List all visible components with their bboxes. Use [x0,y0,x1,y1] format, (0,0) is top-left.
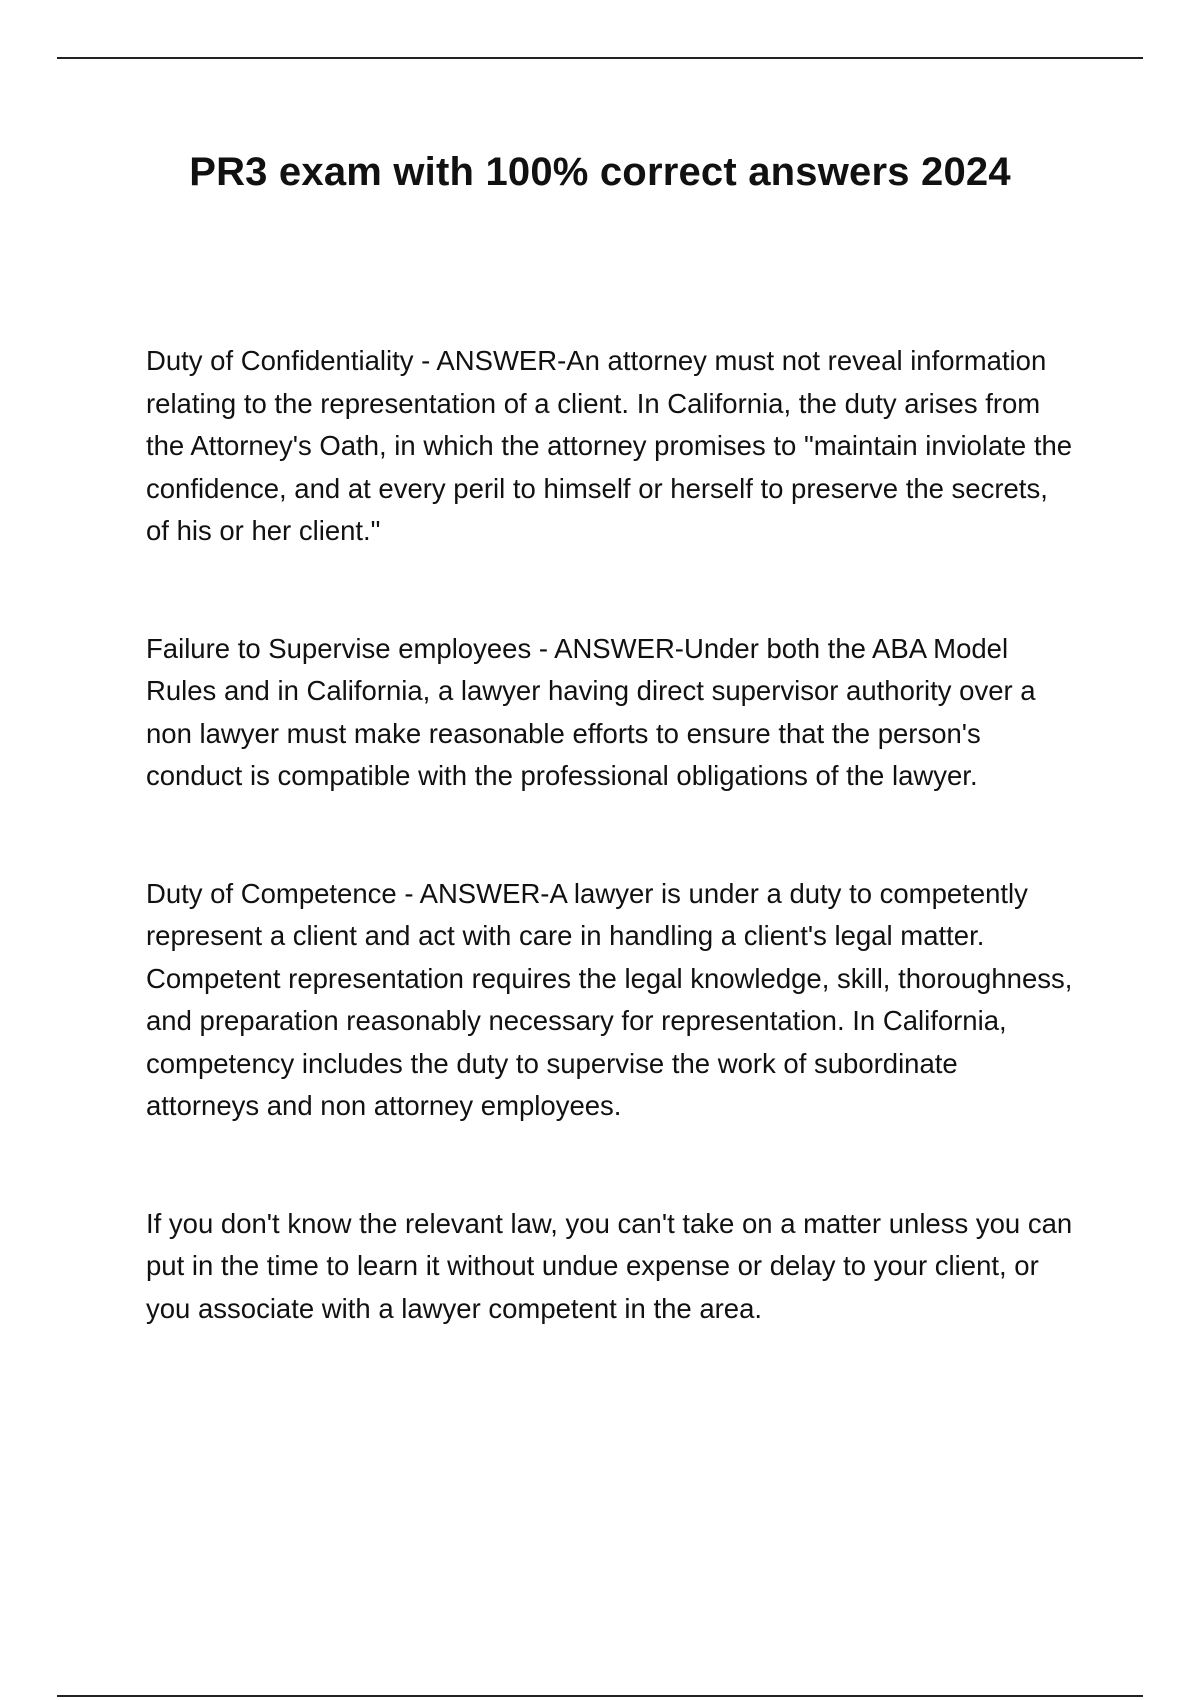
page-title: PR3 exam with 100% correct answers 2024 [189,150,1011,194]
bottom-divider [57,1695,1143,1697]
top-divider [57,57,1143,59]
document-body [146,340,1076,1405]
paragraph-relevant-law: If you don't know the relevant law, you can't take on a matter unless you can put in the time to learn it without undue expense or delay to your client, or you associate with a lawyer competent in the area. [146,1207,1073,1324]
paragraph-failure-to-supervise: Failure to Supervise employees - ANSWER-Under both the ABA Model Rules and in California, a lawyer having direct supervisor authority over a non lawyer must make reasonable efforts to ensure that the person's conduct is compatible with the professional obligations of the lawyer. [146,632,1036,791]
paragraph-duty-of-confidentiality: Duty of Confidentiality - ANSWER-An attorney must not reveal information relating to the representation of a client. In California, the duty arises from the Attorney's Oath, in which the attorney promises to "maintain inviolate the confidence, and at every peril to himself or herself to preserve the secrets, of his or her client." [146,345,1073,546]
paragraph-duty-of-competence: Duty of Competence - ANSWER-A lawyer is under a duty to competently represent a client and act with care in handling a client's legal matter. Competent representation requires the legal knowledge, skill, thoroughness, and preparation reasonably necessary for representation. In California, competency includes the duty to supervise the work of subordinate attorneys and non attorney employees. [146,877,1073,1121]
